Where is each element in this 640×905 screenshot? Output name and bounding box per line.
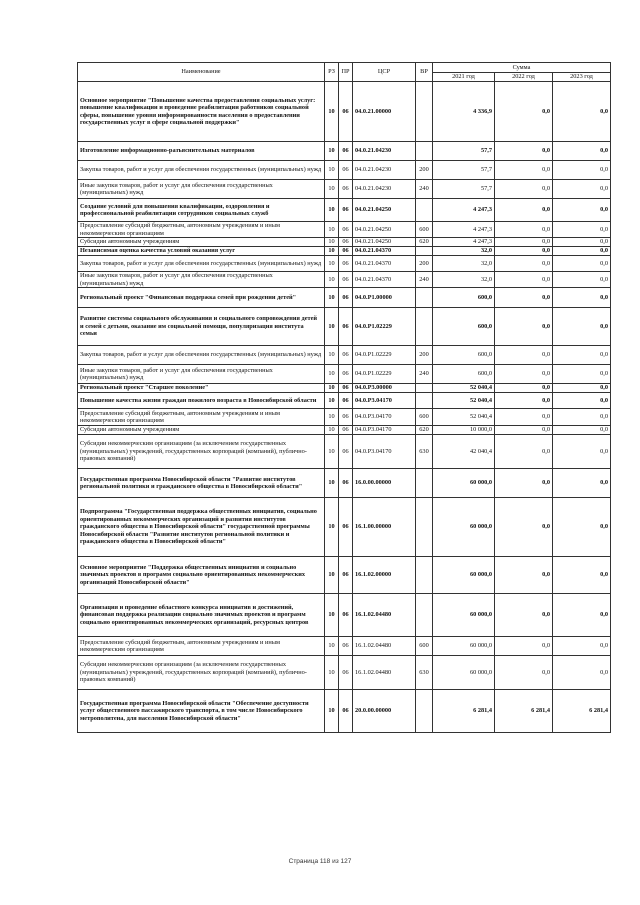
row-rz: 10 [325, 256, 339, 272]
row-vr: 620 [416, 426, 433, 435]
row-2021: 4 247,3 [433, 199, 495, 222]
row-csr: 16.1.00.00000 [353, 498, 416, 557]
row-2023: 0,0 [553, 409, 611, 426]
row-csr: 04.0.P3.00000 [353, 384, 416, 393]
row-2022: 0,0 [495, 656, 553, 690]
row-rz: 10 [325, 426, 339, 435]
row-2021: 42 040,4 [433, 435, 495, 469]
row-rz: 10 [325, 288, 339, 308]
row-2021: 60 000,0 [433, 469, 495, 498]
row-2023: 0,0 [553, 656, 611, 690]
row-csr: 04.0.P1.00000 [353, 288, 416, 308]
row-pr: 06 [339, 637, 353, 656]
row-vr [416, 247, 433, 256]
row-rz: 10 [325, 690, 339, 733]
header-vr: ВР [416, 63, 433, 82]
row-2022: 0,0 [495, 256, 553, 272]
row-2021: 600,0 [433, 288, 495, 308]
table-row [78, 161, 611, 180]
row-pr: 06 [339, 222, 353, 238]
row-csr: 16.1.02.00000 [353, 557, 416, 594]
row-2022: 0,0 [495, 498, 553, 557]
row-rz: 10 [325, 637, 339, 656]
row-vr: 600 [416, 409, 433, 426]
row-vr: 600 [416, 637, 433, 656]
row-rz: 10 [325, 346, 339, 365]
row-name: Субсидии автономным учреждениям [78, 426, 325, 435]
row-pr: 06 [339, 690, 353, 733]
row-2023: 0,0 [553, 557, 611, 594]
row-name: Закупка товаров, работ и услуг для обеспечения государственных (муниципальных) нужд [78, 161, 325, 180]
row-2023: 0,0 [553, 384, 611, 393]
row-2023: 0,0 [553, 435, 611, 469]
row-name: Иные закупки товаров, работ и услуг для обеспечения государственных (муниципальных) нужд [78, 365, 325, 384]
row-2023: 0,0 [553, 222, 611, 238]
row-csr: 04.0.P1.02229 [353, 308, 416, 346]
row-vr: 200 [416, 161, 433, 180]
row-name: Предоставление субсидий бюджетным, автономным учреждениям и иным некоммерческим организациям [78, 637, 325, 656]
row-2022: 0,0 [495, 161, 553, 180]
table-row [78, 222, 611, 238]
table-row [78, 199, 611, 222]
table-row [78, 288, 611, 308]
row-rz: 10 [325, 199, 339, 222]
row-csr: 04.0.P1.02229 [353, 346, 416, 365]
row-csr: 16.1.02.04480 [353, 594, 416, 637]
row-2023: 0,0 [553, 288, 611, 308]
table-row [78, 272, 611, 288]
row-pr: 06 [339, 288, 353, 308]
row-vr: 200 [416, 346, 433, 365]
row-pr: 06 [339, 180, 353, 199]
header-2021: 2021 год [433, 73, 495, 82]
row-csr: 04.0.21.04250 [353, 222, 416, 238]
row-name: Государственная программа Новосибирской области "Обеспечение доступности услуг общественного пассажирского транспорта, в том числе Новосибирского метрополитена, для населения Новосибирской области" [78, 690, 325, 733]
row-vr: 240 [416, 272, 433, 288]
row-vr [416, 690, 433, 733]
header-sum: Сумма [433, 63, 611, 73]
row-vr [416, 308, 433, 346]
row-rz: 10 [325, 409, 339, 426]
row-2022: 0,0 [495, 384, 553, 393]
row-name: Создание условий для повышения квалификации, оздоровления и профессиональной реабилитации сотрудников социальных служб [78, 199, 325, 222]
header-name: Наименование [78, 63, 325, 82]
row-2023: 0,0 [553, 498, 611, 557]
row-csr: 04.0.P3.04170 [353, 409, 416, 426]
row-rz: 10 [325, 308, 339, 346]
row-rz: 10 [325, 365, 339, 384]
row-name: Иные закупки товаров, работ и услуг для обеспечения государственных (муниципальных) нужд [78, 272, 325, 288]
row-pr: 06 [339, 426, 353, 435]
row-pr: 06 [339, 409, 353, 426]
row-vr [416, 393, 433, 409]
row-2021: 10 000,0 [433, 426, 495, 435]
row-vr [416, 199, 433, 222]
row-vr [416, 142, 433, 161]
row-2021: 60 000,0 [433, 557, 495, 594]
row-2023: 6 281,4 [553, 690, 611, 733]
table-row [78, 656, 611, 690]
table-header [78, 63, 611, 82]
row-2023: 0,0 [553, 256, 611, 272]
row-2023: 0,0 [553, 161, 611, 180]
row-csr: 04.0.21.04250 [353, 199, 416, 222]
table-row [78, 308, 611, 346]
row-pr: 06 [339, 469, 353, 498]
table-row [78, 435, 611, 469]
row-vr [416, 384, 433, 393]
row-2023: 0,0 [553, 308, 611, 346]
row-csr: 04.0.21.04250 [353, 238, 416, 247]
table-row [78, 594, 611, 637]
row-vr: 630 [416, 435, 433, 469]
row-name: Закупка товаров, работ и услуг для обеспечения государственных (муниципальных) нужд [78, 256, 325, 272]
row-vr [416, 557, 433, 594]
row-2021: 600,0 [433, 346, 495, 365]
row-2021: 4 336,9 [433, 82, 495, 142]
row-csr: 04.0.21.04370 [353, 272, 416, 288]
row-pr: 06 [339, 656, 353, 690]
row-rz: 10 [325, 384, 339, 393]
row-csr: 20.0.00.00000 [353, 690, 416, 733]
row-2022: 0,0 [495, 469, 553, 498]
row-2021: 6 281,4 [433, 690, 495, 733]
row-rz: 10 [325, 393, 339, 409]
row-2021: 57,7 [433, 180, 495, 199]
row-rz: 10 [325, 272, 339, 288]
row-2021: 32,0 [433, 247, 495, 256]
header-2022: 2022 год [495, 73, 553, 82]
row-2023: 0,0 [553, 594, 611, 637]
row-name: Развитие системы социального обслуживания и социального сопровождения детей и семей с детьми, оказание им социальной помощи, популяризация института семьи [78, 308, 325, 346]
row-csr: 04.0.21.04230 [353, 161, 416, 180]
row-vr: 630 [416, 656, 433, 690]
row-csr: 04.0.P3.04170 [353, 426, 416, 435]
row-name: Региональный проект "Старшее поколение" [78, 384, 325, 393]
row-2021: 32,0 [433, 272, 495, 288]
table-body [78, 82, 611, 733]
row-2022: 0,0 [495, 557, 553, 594]
row-2023: 0,0 [553, 142, 611, 161]
row-2022: 0,0 [495, 222, 553, 238]
row-2022: 0,0 [495, 346, 553, 365]
row-2021: 60 000,0 [433, 498, 495, 557]
table-row [78, 637, 611, 656]
header-pr: ПР [339, 63, 353, 82]
row-2023: 0,0 [553, 180, 611, 199]
table-row [78, 82, 611, 142]
row-name: Субсидии некоммерческим организациям (за исключением государственных (муниципальных) учреждений, государственных корпораций (компаний), публично-правовых компаний) [78, 656, 325, 690]
row-pr: 06 [339, 238, 353, 247]
row-csr: 16.1.02.04480 [353, 637, 416, 656]
row-2023: 0,0 [553, 469, 611, 498]
row-name: Государственная программа Новосибирской области "Развитие институтов региональной политики и гражданского общества в Новосибирской области" [78, 469, 325, 498]
row-name: Закупка товаров, работ и услуг для обеспечения государственных (муниципальных) нужд [78, 346, 325, 365]
row-2023: 0,0 [553, 272, 611, 288]
table-row [78, 690, 611, 733]
row-pr: 06 [339, 247, 353, 256]
row-vr [416, 594, 433, 637]
row-vr [416, 288, 433, 308]
row-2022: 0,0 [495, 288, 553, 308]
row-csr: 04.0.21.04370 [353, 247, 416, 256]
row-name: Изготовление информационно-разъяснительных материалов [78, 142, 325, 161]
row-vr: 200 [416, 256, 433, 272]
row-2021: 60 000,0 [433, 637, 495, 656]
row-vr: 240 [416, 365, 433, 384]
row-2021: 52 040,4 [433, 384, 495, 393]
row-2023: 0,0 [553, 637, 611, 656]
table-row [78, 180, 611, 199]
row-pr: 06 [339, 82, 353, 142]
row-csr: 16.1.02.04480 [353, 656, 416, 690]
row-rz: 10 [325, 180, 339, 199]
row-2022: 0,0 [495, 180, 553, 199]
row-2022: 0,0 [495, 409, 553, 426]
row-pr: 06 [339, 557, 353, 594]
row-2022: 0,0 [495, 435, 553, 469]
row-pr: 06 [339, 256, 353, 272]
row-rz: 10 [325, 594, 339, 637]
row-csr: 04.0.21.04230 [353, 142, 416, 161]
row-csr: 04.0.21.04230 [353, 180, 416, 199]
table-row [78, 469, 611, 498]
row-pr: 06 [339, 142, 353, 161]
row-name: Организация и проведение областного конкурса инициатив и достижений, финансовая поддержка реализации социально значимых проектов и программ социально ориентированных некоммерческих организаций, ресурсных центров [78, 594, 325, 637]
row-2023: 0,0 [553, 346, 611, 365]
row-pr: 06 [339, 161, 353, 180]
row-pr: 06 [339, 594, 353, 637]
row-name: Основное мероприятие "Повышение качества предоставления социальных услуг: повышение квалификации и проведение реабилитации работников социальной сферы, повышение уровня информированности населения о предоставлении государственных услуг в сфере социальной поддержки" [78, 82, 325, 142]
row-2021: 600,0 [433, 308, 495, 346]
row-vr: 620 [416, 238, 433, 247]
row-2022: 0,0 [495, 637, 553, 656]
row-rz: 10 [325, 498, 339, 557]
header-csr: ЦСР [353, 63, 416, 82]
row-name: Основное мероприятие "Поддержка общественных инициатив и социально значимых проектов в программ социально ориентированных некоммерческих организаций Новосибирской области" [78, 557, 325, 594]
table-row [78, 384, 611, 393]
header-rz: РЗ [325, 63, 339, 82]
row-2022: 0,0 [495, 594, 553, 637]
row-pr: 06 [339, 272, 353, 288]
table-row [78, 346, 611, 365]
row-2023: 0,0 [553, 238, 611, 247]
row-2022: 0,0 [495, 365, 553, 384]
row-csr: 16.0.00.00000 [353, 469, 416, 498]
table-row [78, 557, 611, 594]
table-row [78, 393, 611, 409]
row-2022: 0,0 [495, 142, 553, 161]
row-2022: 0,0 [495, 247, 553, 256]
page-number: Страница 118 из 127 [288, 858, 352, 865]
row-2021: 32,0 [433, 256, 495, 272]
row-name: Предоставление субсидий бюджетным, автономным учреждениям и иным некоммерческим организациям [78, 222, 325, 238]
table-row [78, 426, 611, 435]
row-rz: 10 [325, 238, 339, 247]
row-vr: 600 [416, 222, 433, 238]
row-2022: 0,0 [495, 199, 553, 222]
row-name: Иные закупки товаров, работ и услуг для обеспечения государственных (муниципальных) нужд [78, 180, 325, 199]
row-rz: 10 [325, 82, 339, 142]
table-row [78, 247, 611, 256]
row-2022: 6 281,4 [495, 690, 553, 733]
table-row [78, 498, 611, 557]
row-csr: 04.0.21.00000 [353, 82, 416, 142]
budget-table [77, 62, 611, 733]
header-2023: 2023 год [553, 73, 611, 82]
row-2021: 52 040,4 [433, 409, 495, 426]
row-2022: 0,0 [495, 272, 553, 288]
row-pr: 06 [339, 346, 353, 365]
row-rz: 10 [325, 222, 339, 238]
row-pr: 06 [339, 384, 353, 393]
row-pr: 06 [339, 308, 353, 346]
row-pr: 06 [339, 435, 353, 469]
row-pr: 06 [339, 199, 353, 222]
row-2023: 0,0 [553, 365, 611, 384]
row-name: Подпрограмма "Государственная поддержка общественных инициатив, социально ориентированных некоммерческих организаций и развития институтов гражданского общества в Новосибирской области" государственной программы Новосибирской области "Развитие институтов региональной политики и гражданского общества в Новосибирской области" [78, 498, 325, 557]
table-row [78, 142, 611, 161]
row-rz: 10 [325, 142, 339, 161]
row-2021: 57,7 [433, 142, 495, 161]
row-2021: 60 000,0 [433, 656, 495, 690]
row-2021: 600,0 [433, 365, 495, 384]
row-name: Независимая оценка качества условий оказания услуг [78, 247, 325, 256]
row-vr [416, 82, 433, 142]
row-pr: 06 [339, 365, 353, 384]
table-row [78, 256, 611, 272]
row-2021: 52 040,4 [433, 393, 495, 409]
row-name: Субсидии некоммерческим организациям (за исключением государственных (муниципальных) учреждений, государственных корпораций (компаний), публично-правовых компаний) [78, 435, 325, 469]
table-row [78, 365, 611, 384]
row-vr [416, 469, 433, 498]
row-vr [416, 498, 433, 557]
row-2022: 0,0 [495, 426, 553, 435]
row-pr: 06 [339, 393, 353, 409]
row-csr: 04.0.21.04370 [353, 256, 416, 272]
table-row [78, 409, 611, 426]
row-2022: 0,0 [495, 308, 553, 346]
row-rz: 10 [325, 557, 339, 594]
row-rz: 10 [325, 247, 339, 256]
row-2023: 0,0 [553, 247, 611, 256]
row-name: Субсидии автономным учреждениям [78, 238, 325, 247]
row-2023: 0,0 [553, 426, 611, 435]
row-csr: 04.0.P3.04170 [353, 393, 416, 409]
row-rz: 10 [325, 435, 339, 469]
table-row [78, 238, 611, 247]
row-2022: 0,0 [495, 238, 553, 247]
row-csr: 04.0.P1.02229 [353, 365, 416, 384]
row-2021: 4 247,3 [433, 222, 495, 238]
row-pr: 06 [339, 498, 353, 557]
row-rz: 10 [325, 469, 339, 498]
row-2023: 0,0 [553, 199, 611, 222]
row-2023: 0,0 [553, 82, 611, 142]
row-2021: 57,7 [433, 161, 495, 180]
row-2023: 0,0 [553, 393, 611, 409]
row-name: Предоставление субсидий бюджетным, автономным учреждениям и иным некоммерческим организациям [78, 409, 325, 426]
row-2021: 4 247,3 [433, 238, 495, 247]
row-2022: 0,0 [495, 82, 553, 142]
row-name: Повышение качества жизни граждан пожилого возраста в Новосибирской области [78, 393, 325, 409]
row-vr: 240 [416, 180, 433, 199]
row-name: Региональный проект "Финансовая поддержка семей при рождении детей" [78, 288, 325, 308]
row-rz: 10 [325, 161, 339, 180]
row-2021: 60 000,0 [433, 594, 495, 637]
row-2022: 0,0 [495, 393, 553, 409]
row-rz: 10 [325, 656, 339, 690]
row-csr: 04.0.P3.04170 [353, 435, 416, 469]
